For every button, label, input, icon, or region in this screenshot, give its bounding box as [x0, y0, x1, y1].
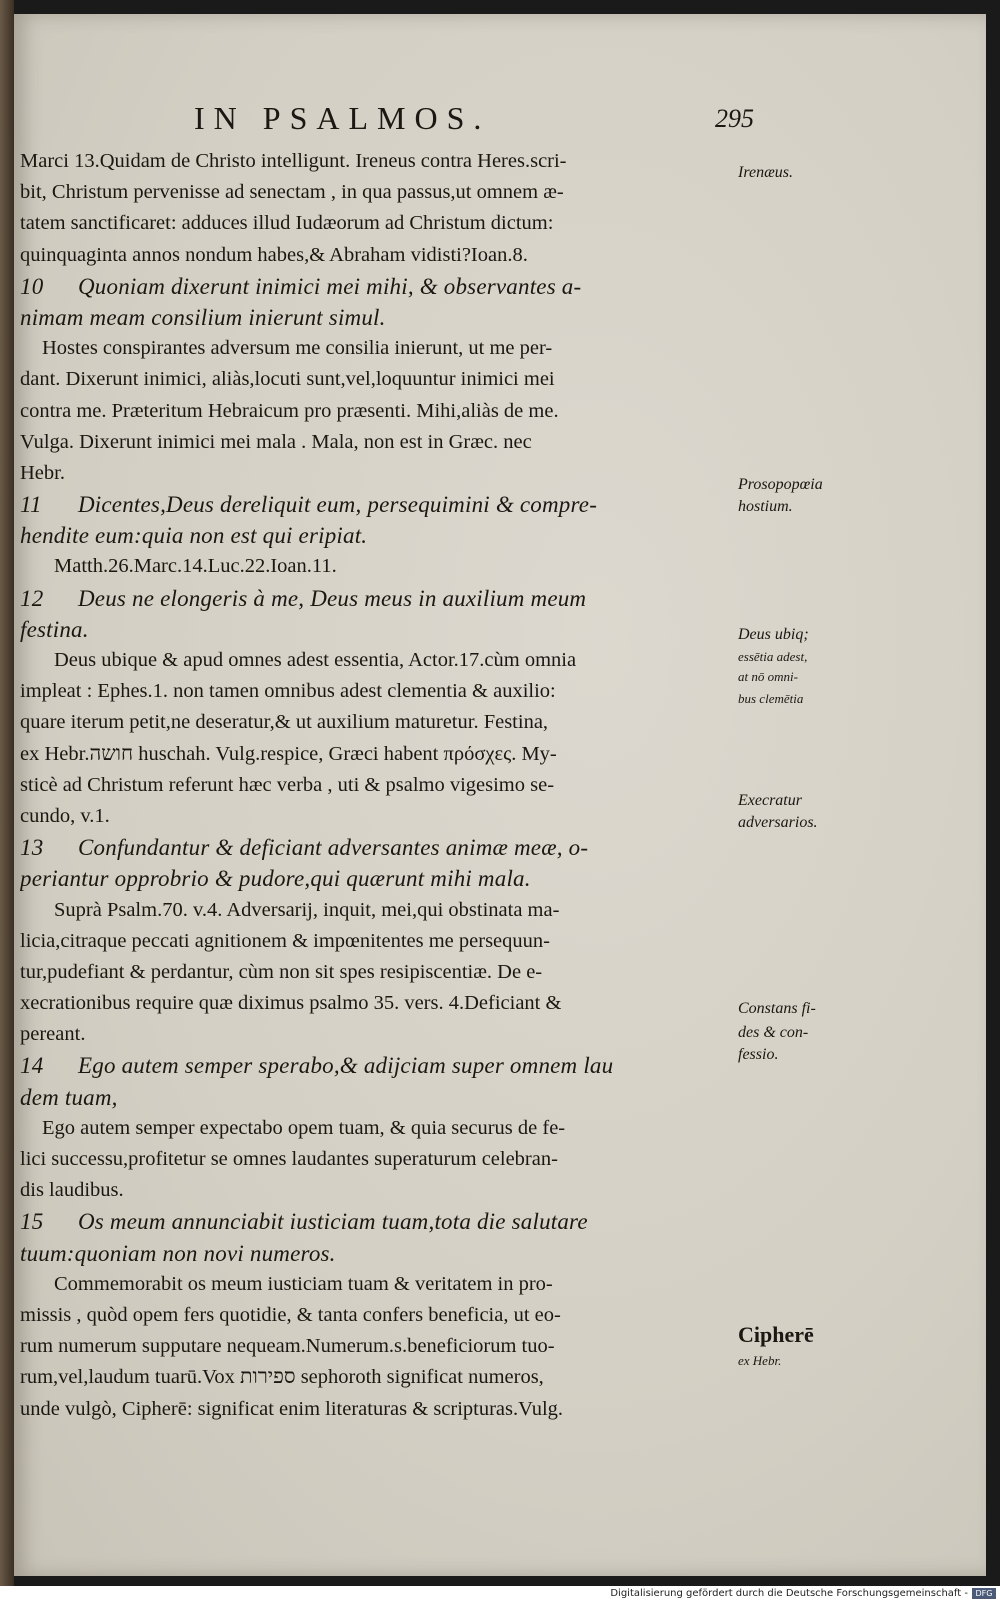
- text-line: Ego autem semper expectabo opem tuam, & quia securus de fe-: [42, 1116, 566, 1139]
- margin-note: bus clemētia: [738, 691, 804, 706]
- margin-note: Deus ubiq;: [738, 626, 809, 643]
- running-head: [194, 100, 754, 144]
- verse-text: Dicentes,Deus dereliquit eum, persequimini & compre-: [78, 492, 598, 518]
- text-line: Deus ubique & apud omnes adest essentia, Actor.17.cùm omnia: [54, 649, 577, 671]
- verse-number: 10: [20, 273, 44, 299]
- verse-number: 14: [20, 1053, 44, 1079]
- text-line: sticè ad Christum referunt hæc verba , uti & psalmo vigesimo se-: [20, 773, 555, 796]
- running-head-title: IN PSALMOS.: [194, 100, 491, 136]
- text-line: impleat : Ephes.1. non tamen omnibus adest clementia & auxilio:: [20, 680, 556, 703]
- text-line: dis laudibus.: [20, 1179, 124, 1202]
- text-line: cundo, v.1.: [20, 804, 110, 827]
- text-line: bit, Christum pervenisse ad senectam , in qua passus,ut omnem æ-: [20, 181, 564, 204]
- text-line: contra me. Præteritum Hebraicum pro præsenti. Mihi,aliàs de me.: [20, 399, 559, 422]
- verse-text: Quoniam dixerunt inimici mei mihi, & observantes a-: [78, 273, 582, 299]
- margin-note: fessio.: [738, 1046, 779, 1063]
- margin-note: Prosopopœia: [738, 476, 823, 493]
- verse-number: 12: [20, 585, 44, 611]
- verse-line: [20, 271, 732, 302]
- margin-note: Execratur: [738, 792, 802, 809]
- verse-number: 15: [20, 1209, 44, 1235]
- verse-line: [20, 489, 732, 520]
- text-line: rum,vel,laudum tuarū.Vox ספירות sephoroth significat numeros,: [20, 1366, 544, 1389]
- verse-number: 11: [20, 492, 42, 518]
- margin-note: Constans fi-: [738, 1000, 816, 1017]
- text-line: tatem sanctificaret: adduces illud Iudæorum ad Christum dictum:: [20, 212, 554, 235]
- margin-note: ex Hebr.: [738, 1353, 782, 1368]
- margin-note: Cipherē: [738, 1322, 814, 1347]
- text-line: rum numerum supputare nequeam.Numerum.s.beneficiorum tuo-: [20, 1335, 555, 1358]
- margin-note: at nō omni-: [738, 669, 798, 684]
- text-line: tur,pudefiant & perdantur, cùm non sit spes resipiscentiæ. De e-: [20, 960, 543, 983]
- text-line: dant. Dixerunt inimici, aliàs,locuti sunt,vel,loquuntur inimici mei: [20, 368, 555, 391]
- text-line: lici successu,profitetur se omnes laudantes superaturum celebran-: [20, 1148, 558, 1170]
- text-line: Vulga. Dixerunt inimici mei mala . Mala, non est in Græc. nec: [20, 430, 532, 453]
- funding-credit: Digitalisierung gefördert durch die Deutsche Forschungsgemeinschaft -: [610, 1588, 968, 1599]
- text-line: unde vulgò, Cipherē: significat enim literaturas & scripturas.Vulg.: [20, 1397, 564, 1420]
- text-line: licia,citraque peccati agnitionem & impœnitentes me persequun-: [20, 929, 550, 952]
- verse-text: Confundantur & deficiant adversantes animæ meæ, o-: [78, 835, 589, 861]
- verse-line: dem tuam,: [20, 1084, 118, 1110]
- verse-line: [20, 583, 732, 614]
- verse-line: [20, 1050, 732, 1081]
- book-spine: [0, 0, 14, 1586]
- text-line: Hebr.: [20, 461, 65, 484]
- text-line: Matth.26.Marc.14.Luc.22.Ioan.11.: [54, 555, 337, 578]
- verse-line: periantur opprobrio & pudore,qui quærunt mihi mala.: [20, 866, 531, 892]
- text-line: Marci 13.Quidam de Christo intelligunt. Ireneus contra Heres.scri-: [20, 150, 567, 172]
- text-line: missis , quòd opem fers quotidie, & tanta confers beneficia, ut eo-: [20, 1303, 561, 1326]
- text-line: pereant.: [20, 1023, 86, 1046]
- margin-note: des & con-: [738, 1024, 809, 1041]
- dfg-logo: DFG: [972, 1588, 996, 1599]
- margin-note: hostium.: [738, 498, 793, 515]
- text-line: Hostes conspirantes adversum me consilia inierunt, ut me per-: [42, 337, 553, 360]
- text-line: quinquaginta annos nondum habes,& Abraham vidisti?Ioan.8.: [20, 243, 528, 266]
- verse-line: nimam meam consilium inierunt simul.: [20, 304, 386, 330]
- verse-line: [20, 832, 732, 863]
- verse-line: tuum:quoniam non novi numeros.: [20, 1240, 336, 1266]
- margin-note: Irenæus.: [738, 164, 793, 181]
- main-text: [20, 146, 732, 1425]
- text-line: xecrationibus require quæ diximus psalmo 35. vers. 4.Deficiant &: [20, 992, 562, 1015]
- verse-text: Deus ne elongeris à me, Deus meus in auxilium meum: [78, 585, 587, 611]
- margin-note: essētia adest,: [738, 649, 808, 664]
- text-line: Commemorabit os meum iusticiam tuam & veritatem in pro-: [54, 1272, 553, 1295]
- verse-line: festina.: [20, 616, 89, 642]
- verse-text: Ego autem semper sperabo,& adijciam super omnem lau: [78, 1053, 614, 1079]
- verse-text: Os meum annunciabit iusticiam tuam,tota die salutare: [78, 1209, 588, 1235]
- text-line: ex Hebr.חושה huschah. Vulg.respice, Græci habent πρόσχες. My-: [20, 742, 557, 765]
- page-number: 295: [715, 104, 754, 133]
- text-line: Suprà Psalm.70. v.4. Adversarij, inquit, mei,qui obstinata ma-: [54, 898, 560, 921]
- book-page: [14, 14, 986, 1576]
- margin-note: adversarios.: [738, 814, 818, 831]
- text-line: quare iterum petit,ne deseratur,& ut auxilium maturetur. Festina,: [20, 711, 549, 734]
- verse-number: 13: [20, 835, 44, 861]
- verse-line: [20, 1206, 732, 1237]
- verse-line: hendite eum:quia non est qui eripiat.: [20, 523, 368, 549]
- footer-bar: [0, 1586, 1000, 1601]
